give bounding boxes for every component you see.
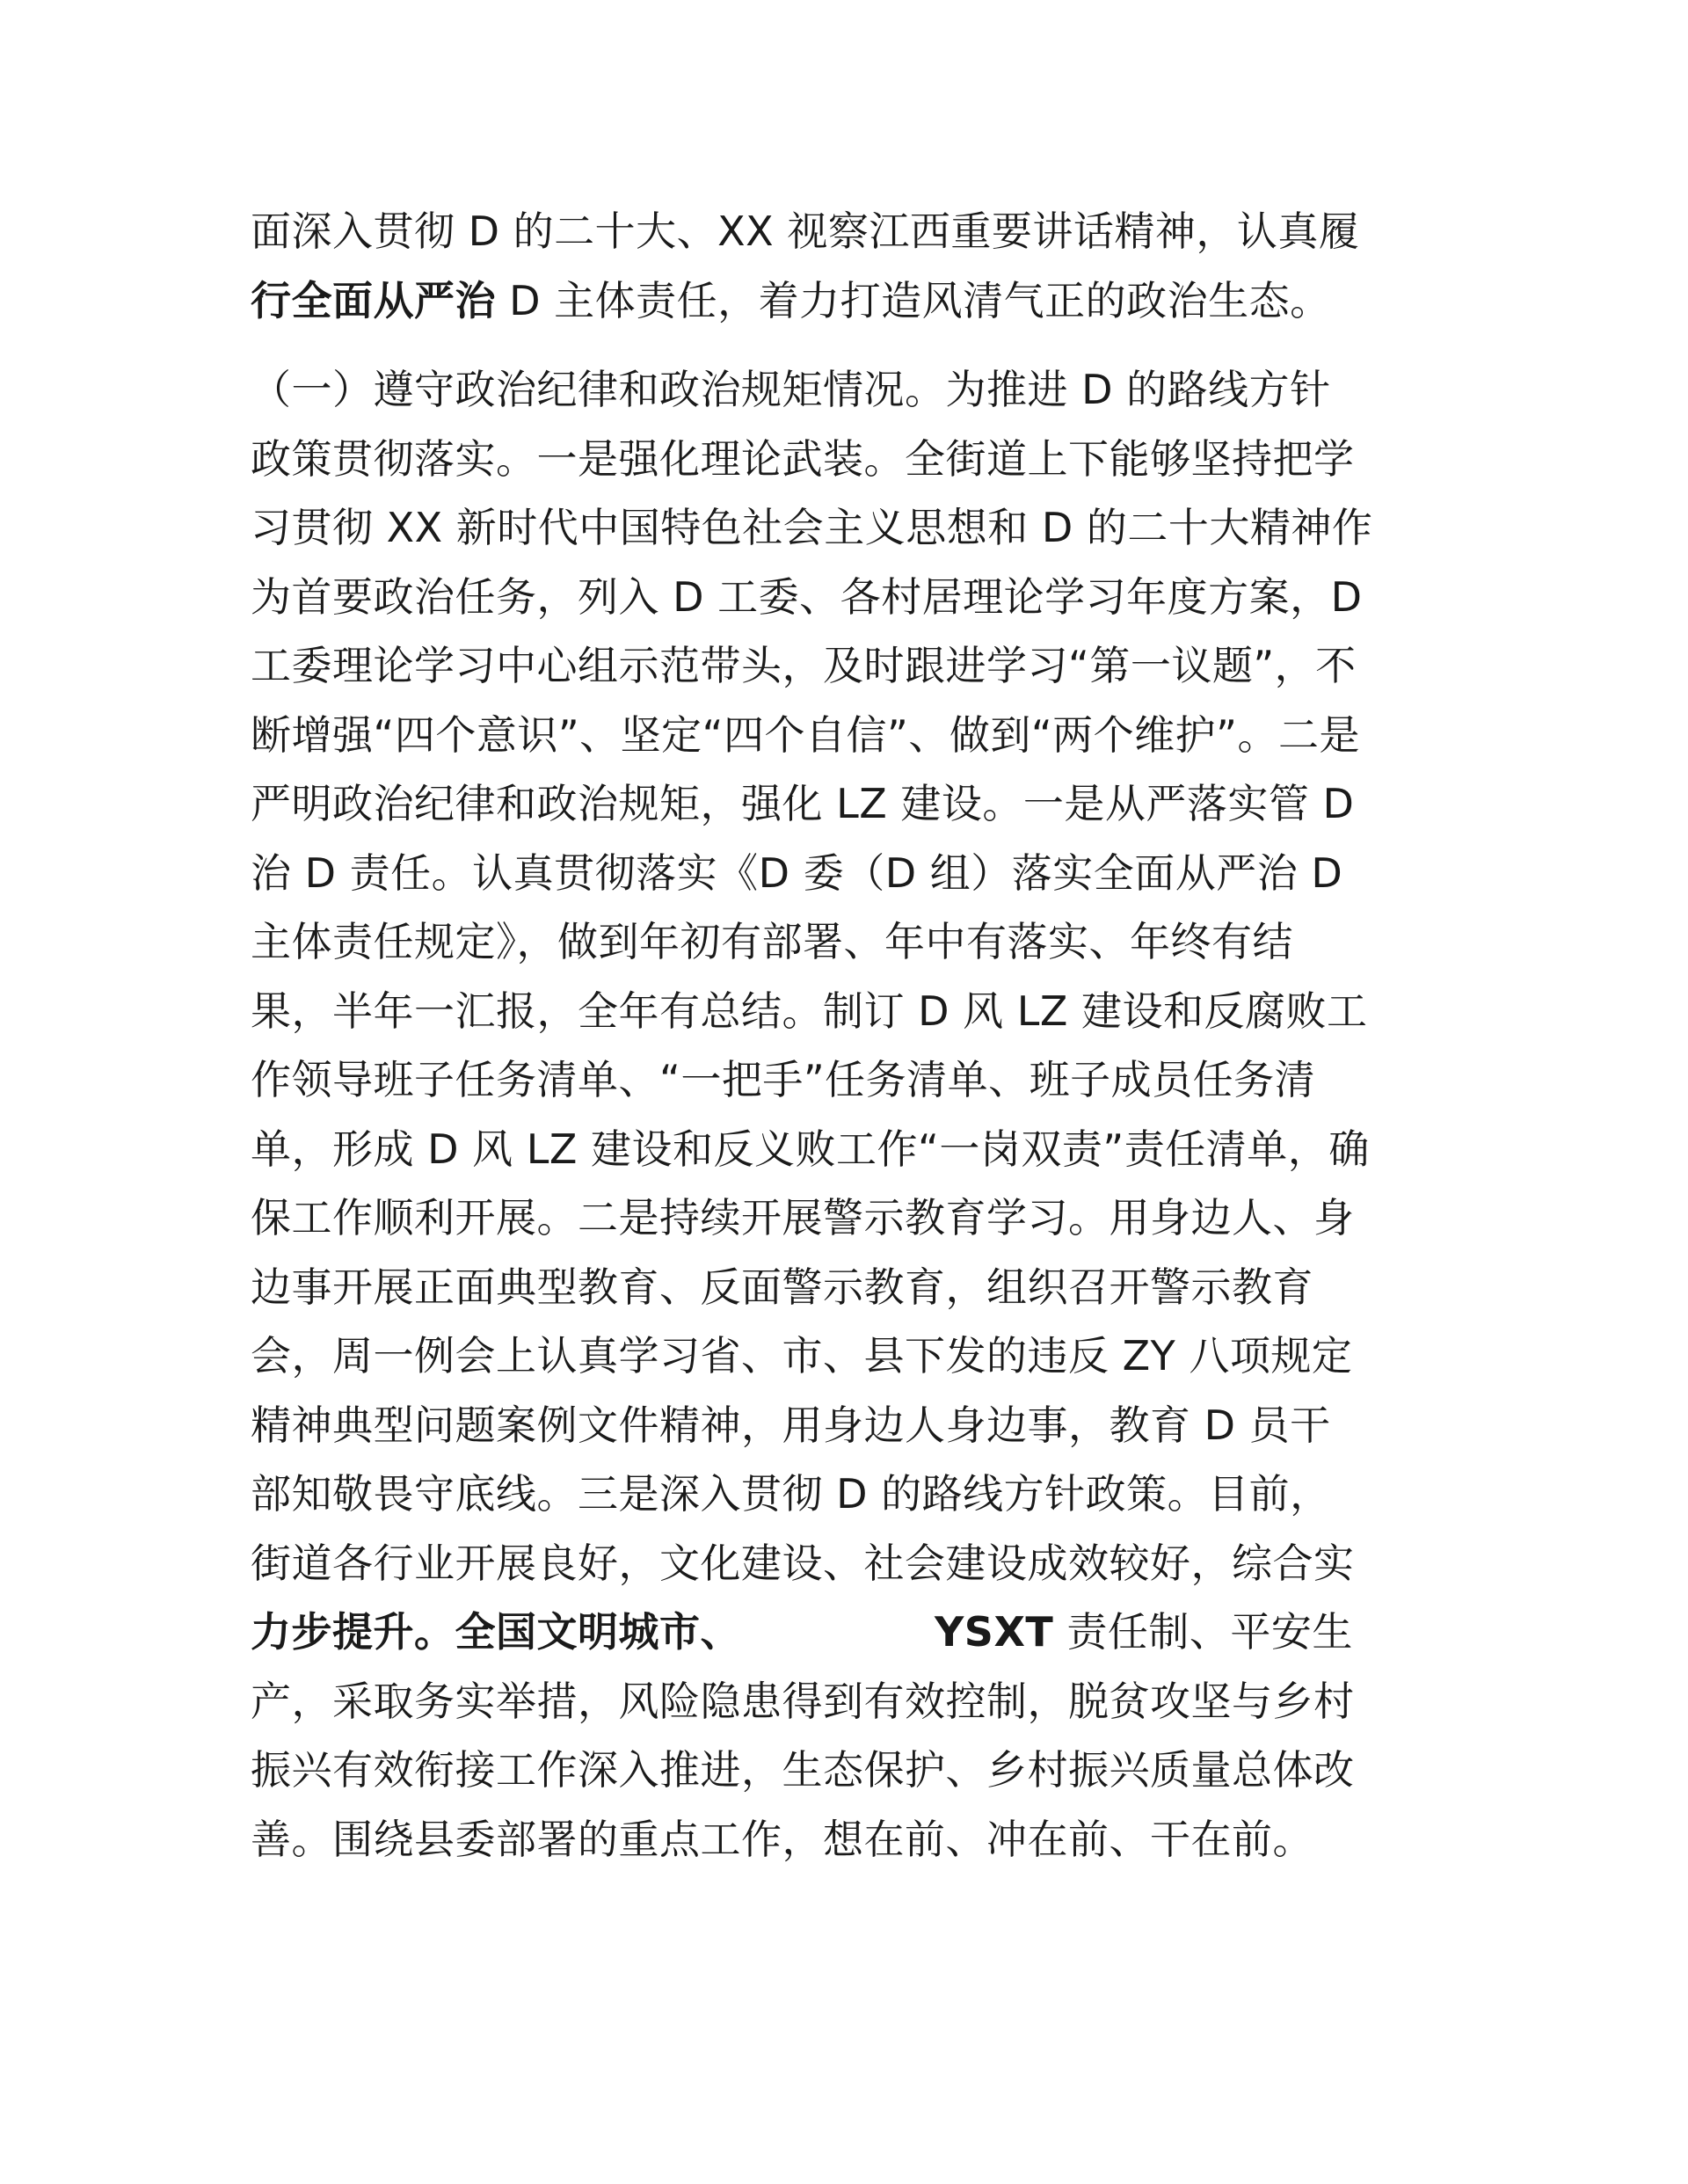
paragraph-line: 严明政治纪律和政治规矩，强化 LZ 建设。一是从严落实管 D [251,780,1355,827]
bold-lead-text: 行全面从严治 [251,276,496,324]
top-paragraph [251,197,1455,335]
paragraph-line: 振兴有效衔接工作深入推进，生态保护、乡村振兴质量总体改 [251,1746,1355,1794]
paragraph-line: 习贯彻 XX 新时代中国特色社会主义思想和 D 的二十大精神作 [251,504,1373,551]
paragraph-line: 作领导班子任务清单、“一把手”任务清单、班子成员任务清 [251,1056,1316,1103]
paragraph-line: 主体责任规定》，做到年初有部署、年中有落实、年终有结 [251,918,1293,965]
main-paragraph [251,355,1455,1874]
bold-lead-text: 力步提升。全国文明城市、 [251,1608,741,1656]
paragraph-line: 为首要政治任务，列入 D 工委、各村居理论学习年度方案，D [251,572,1363,621]
paragraph-line: 断增强“四个意识”、坚定“四个自信”、做到“两个维护”。二是 [251,710,1360,759]
bold-lead-text: YSXT [935,1608,1054,1656]
paragraph-line: 产，采取务实举措，风险隐患得到有效控制，脱贫攻坚与乡村 [251,1677,1355,1725]
paragraph-line: 政策贯彻落实。一是强化理论武装。全街道上下能够坚持把学 [251,434,1355,483]
paragraph-line: 会，周一例会上认真学习省、市、县下发的违反 ZY 八项规定 [251,1332,1353,1380]
paragraph-line [251,266,1455,336]
paragraph-line: 果，半年一汇报，全年有总结。制订 D 风 LZ 建设和反腐败工 [251,986,1368,1035]
line-text: D 主体责任，着力打造风清气正的政治生态。 [496,276,1331,324]
paragraph-line: 善。围绕县委部署的重点工作，想在前、冲在前、干在前。 [251,1815,1313,1863]
paragraph-line: 治 D 责任。认真贯彻落实《D 委（D 组）落实全面从严治 D [251,848,1343,897]
paragraph-line: 街道各行业开展良好，文化建设、社会建设成效较好，综合实 [251,1539,1355,1587]
paragraph-line-with-gap [251,1598,1455,1667]
paragraph-line: （一）遵守政治纪律和政治规矩情况。为推进 D 的路线方针 [251,366,1331,413]
paragraph-line: 单，形成 D 风 LZ 建设和反义败工作“一岗双责”责任清单，确 [251,1125,1370,1173]
paragraph-line: 边事开展正面典型教育、反面警示教育，组织召开警示教育 [251,1263,1313,1311]
paragraph-line: 保工作顺利开展。二是持续开展警示教育学习。用身边人、身 [251,1194,1355,1241]
line-text: 责任制、平安生 [1053,1608,1353,1656]
paragraph-line: 精神典型问题案例文件精神，用身边人身边事，教育 D 员干 [251,1401,1331,1449]
paragraph-line: 部知敬畏守底线。三是深入贯彻 D 的路线方针政策。目前， [251,1470,1331,1518]
paragraph-line: 工委理论学习中心组示范带头，及时跟进学习“第一议题”，不 [251,642,1357,689]
paragraph-line: 面深入贯彻 D 的二十大、XX 视察江西重要讲话精神，认真履 [251,207,1360,255]
